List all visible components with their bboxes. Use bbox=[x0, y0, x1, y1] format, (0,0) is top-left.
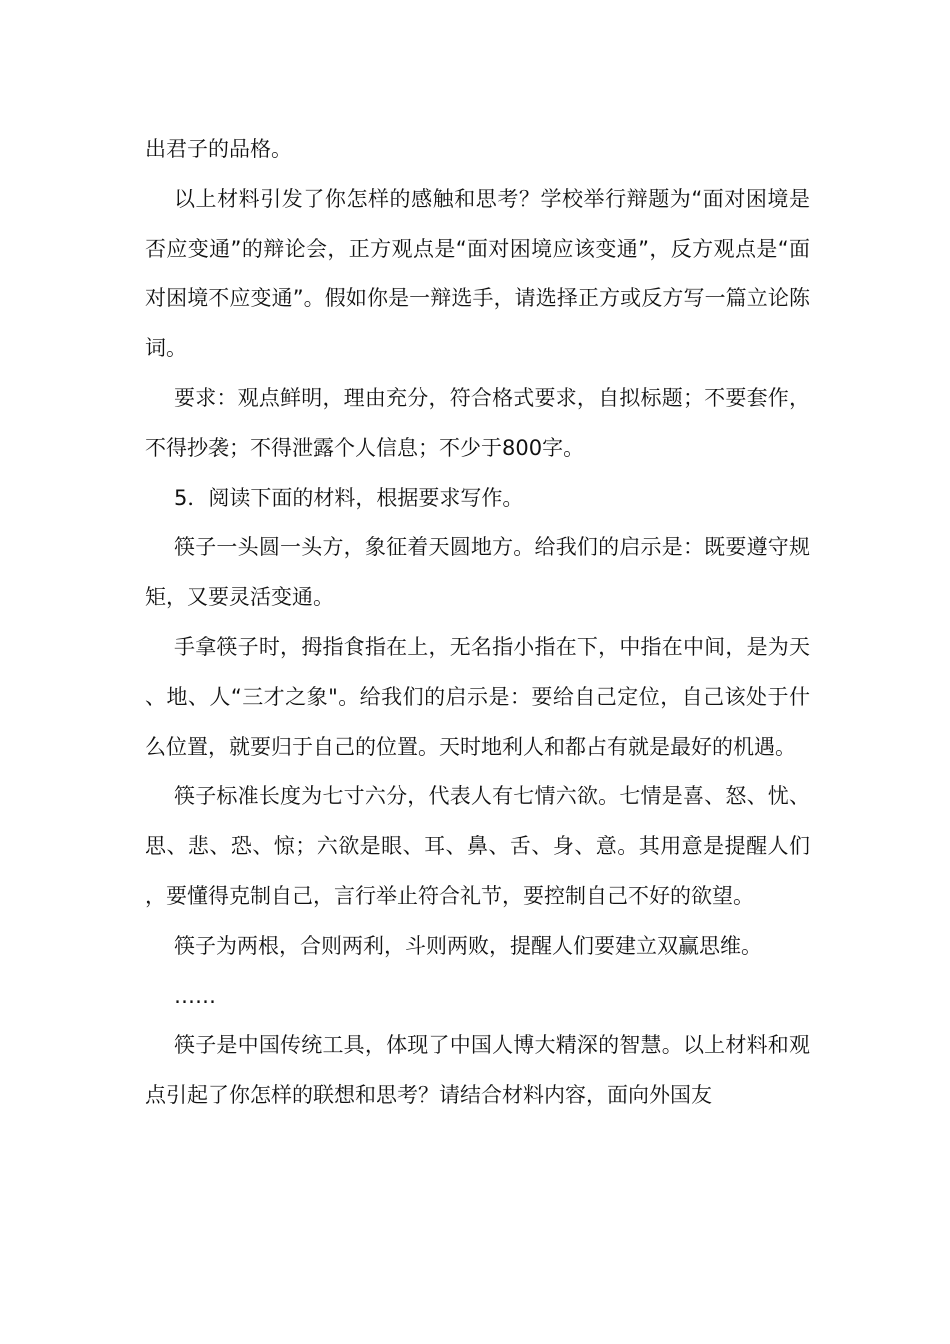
paragraph-ellipsis: …… bbox=[174, 983, 216, 1008]
paragraph-chopsticks-pair: 筷子为两根，合则两利，斗则两败，提醒人们要建立双赢思维。 bbox=[174, 933, 762, 958]
paragraph-chopsticks-length: 筷子标准长度为七寸六分，代表人有七情六欲。七情是喜、怒、忧、思、悲、恐、惊；六欲是眼、耳、鼻、舌、身、意。其用意是提醒人们，要懂得克制自己，言行举止符合礼节，要控制自己不好的欲望。 bbox=[145, 784, 810, 908]
paragraph-chopsticks-holding: 手拿筷子时，拇指食指在上，无名指小指在下，中指在中间，是为天、地、人“三才之象"。给我们的启示是：要给自己定位，自己该处于什么位置，就要归于自己的位置。天时地利人和都占有就是最好的机遇。 bbox=[145, 634, 810, 759]
paragraph-prompt-question: 以上材料引发了你怎样的感触和思考？学校举行辩题为“面对困境是否应变通”的辩论会，正方观点是“面对困境应该变通”，反方观点是“面对困境不应变通”。假如你是一辩选手，请选择正方或反方写一篇立论陈词。 bbox=[145, 186, 810, 361]
document-body bbox=[145, 125, 810, 1121]
paragraph-continuation: 出君子的品格。 bbox=[145, 137, 292, 161]
paragraph-closing-prompt: 筷子是中国传统工具，体现了中国人博大精深的智慧。以上材料和观点引起了你怎样的联想和思考？请结合材料内容，面向外国友 bbox=[145, 1033, 810, 1108]
question-5-heading: 5．阅读下面的材料，根据要求写作。 bbox=[174, 485, 524, 510]
paragraph-requirements: 要求：观点鲜明，理由充分，符合格式要求，自拟标题；不要套作，不得抄袭；不得泄露个人信息；不少于800字。 bbox=[145, 385, 810, 460]
paragraph-chopsticks-shape: 筷子一头圆一头方，象征着天圆地方。给我们的启示是：既要遵守规矩，又要灵活变通。 bbox=[145, 535, 810, 610]
